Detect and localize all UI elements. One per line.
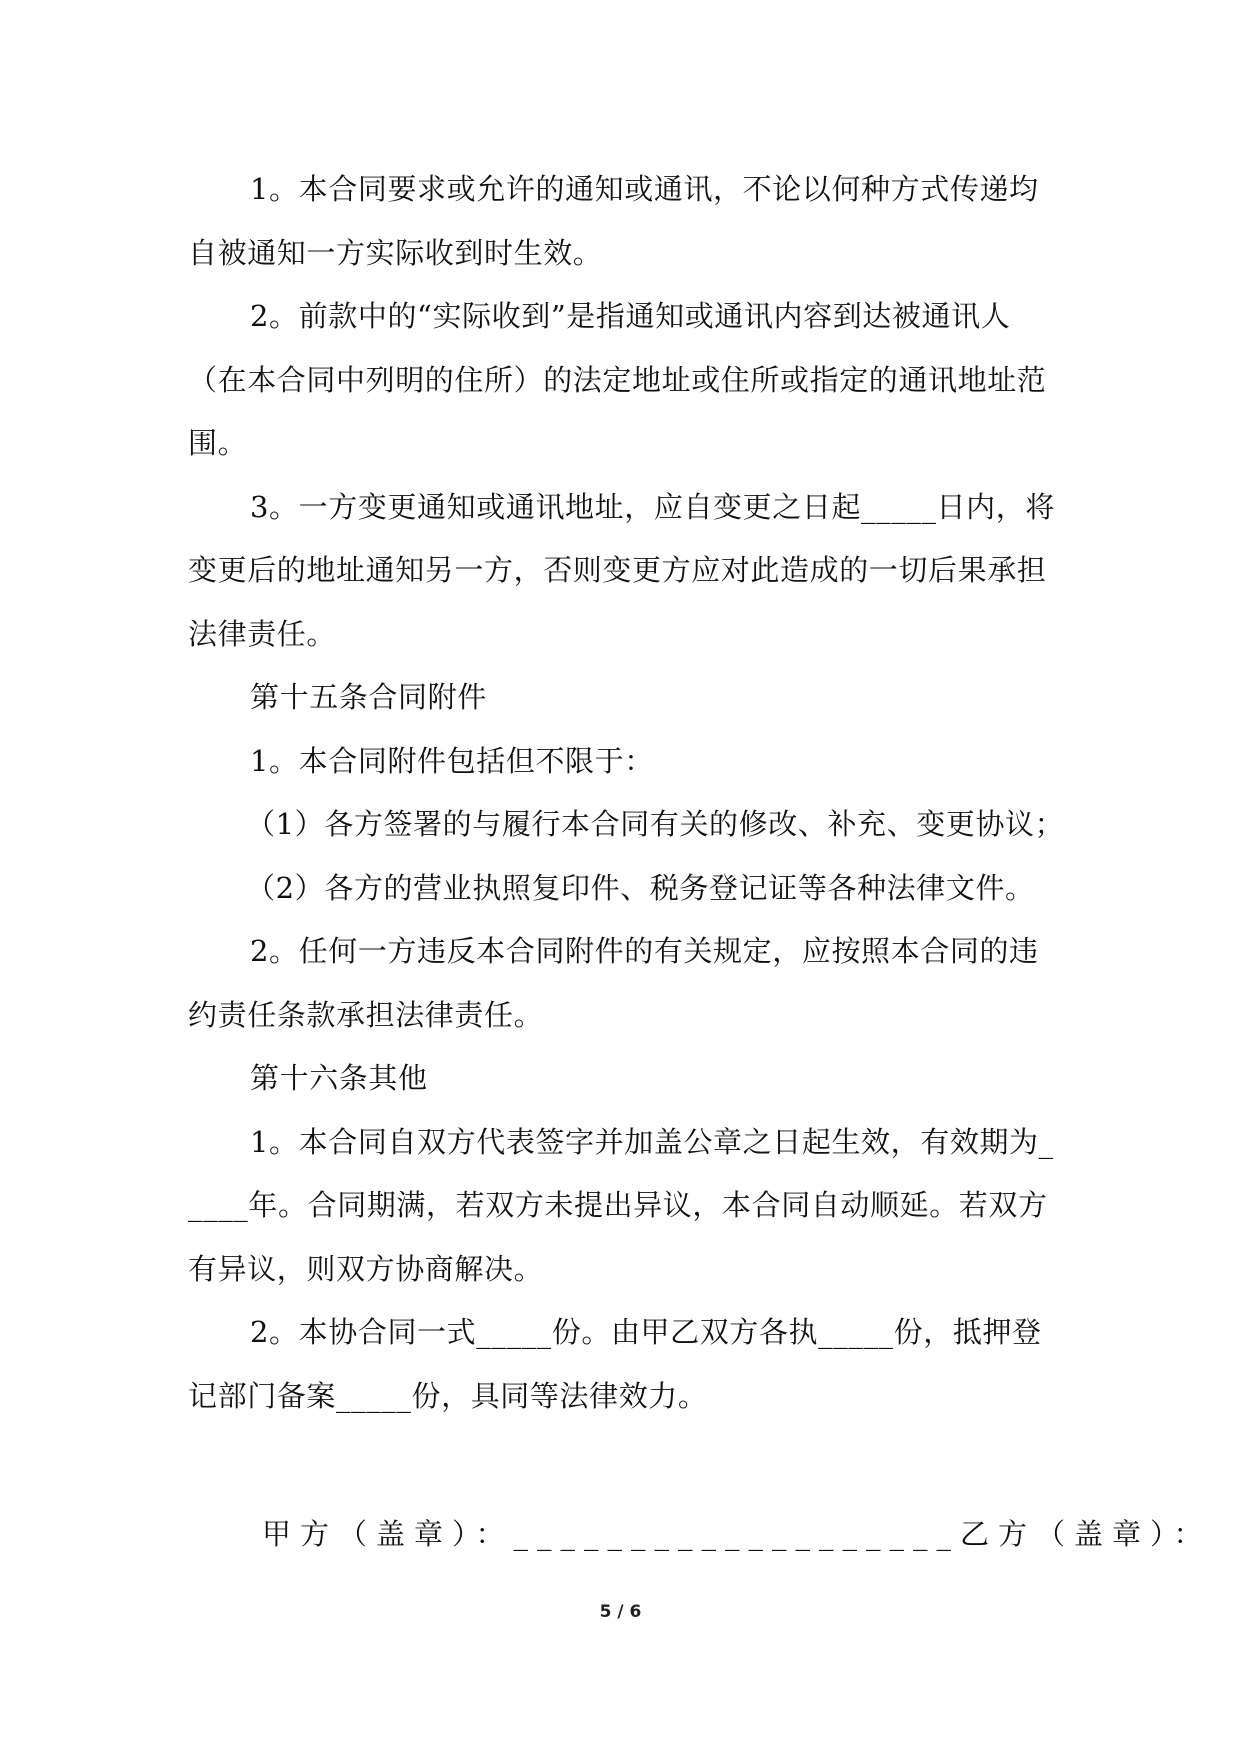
page-number: 5 / 6 xyxy=(599,1602,642,1622)
clause-attachment-item-2: （2）各方的营业执照复印件、税务登记证等各种法律文件。 xyxy=(246,870,1035,905)
clause-address-change: 3。一方变更通知或通讯地址，应自变更之日起_____日内，将变更后的地址通知另一方，否则变更方应对此造成的一切后果承担法律责任。 xyxy=(188,489,1055,651)
clause-copies: 2。本协合同一式_____份。由甲乙双方各执_____份，抵押登记部门备案_____份，具同等法律效力。 xyxy=(188,1315,1042,1413)
heading-article-16: 第十六条其他 xyxy=(250,1061,428,1095)
clause-attachment-breach: 2。任何一方违反本合同附件的有关规定，应按照本合同的违约责任条款承担法律责任。 xyxy=(188,934,1039,1032)
clause-attachments-include: 1。本合同附件包括但不限于： xyxy=(250,743,654,778)
clause-attachment-item-1: （1）各方签署的与履行本合同有关的修改、补充、变更协议； xyxy=(246,807,1065,841)
heading-article-15: 第十五条合同附件 xyxy=(250,680,487,714)
document-body xyxy=(188,158,1068,1428)
signature-line: 甲方（盖章）：___________________乙方（盖章）： xyxy=(262,1517,1212,1551)
clause-effective-term: 1。本合同自双方代表签字并加盖公章之日起生效，有效期为_____年。合同期满，若双方未提出异议，本合同自动顺延。若双方有异议，则双方协商解决。 xyxy=(188,1124,1054,1286)
clause-notice-effective: 1。本合同要求或允许的通知或通讯，不论以何种方式传递均自被通知一方实际收到时生效。 xyxy=(188,172,1039,270)
clause-actual-receipt: 2。前款中的“实际收到”是指通知或通讯内容到达被通讯人（在本合同中列明的住所）的法定地址或住所或指定的通讯地址范围。 xyxy=(188,299,1047,460)
